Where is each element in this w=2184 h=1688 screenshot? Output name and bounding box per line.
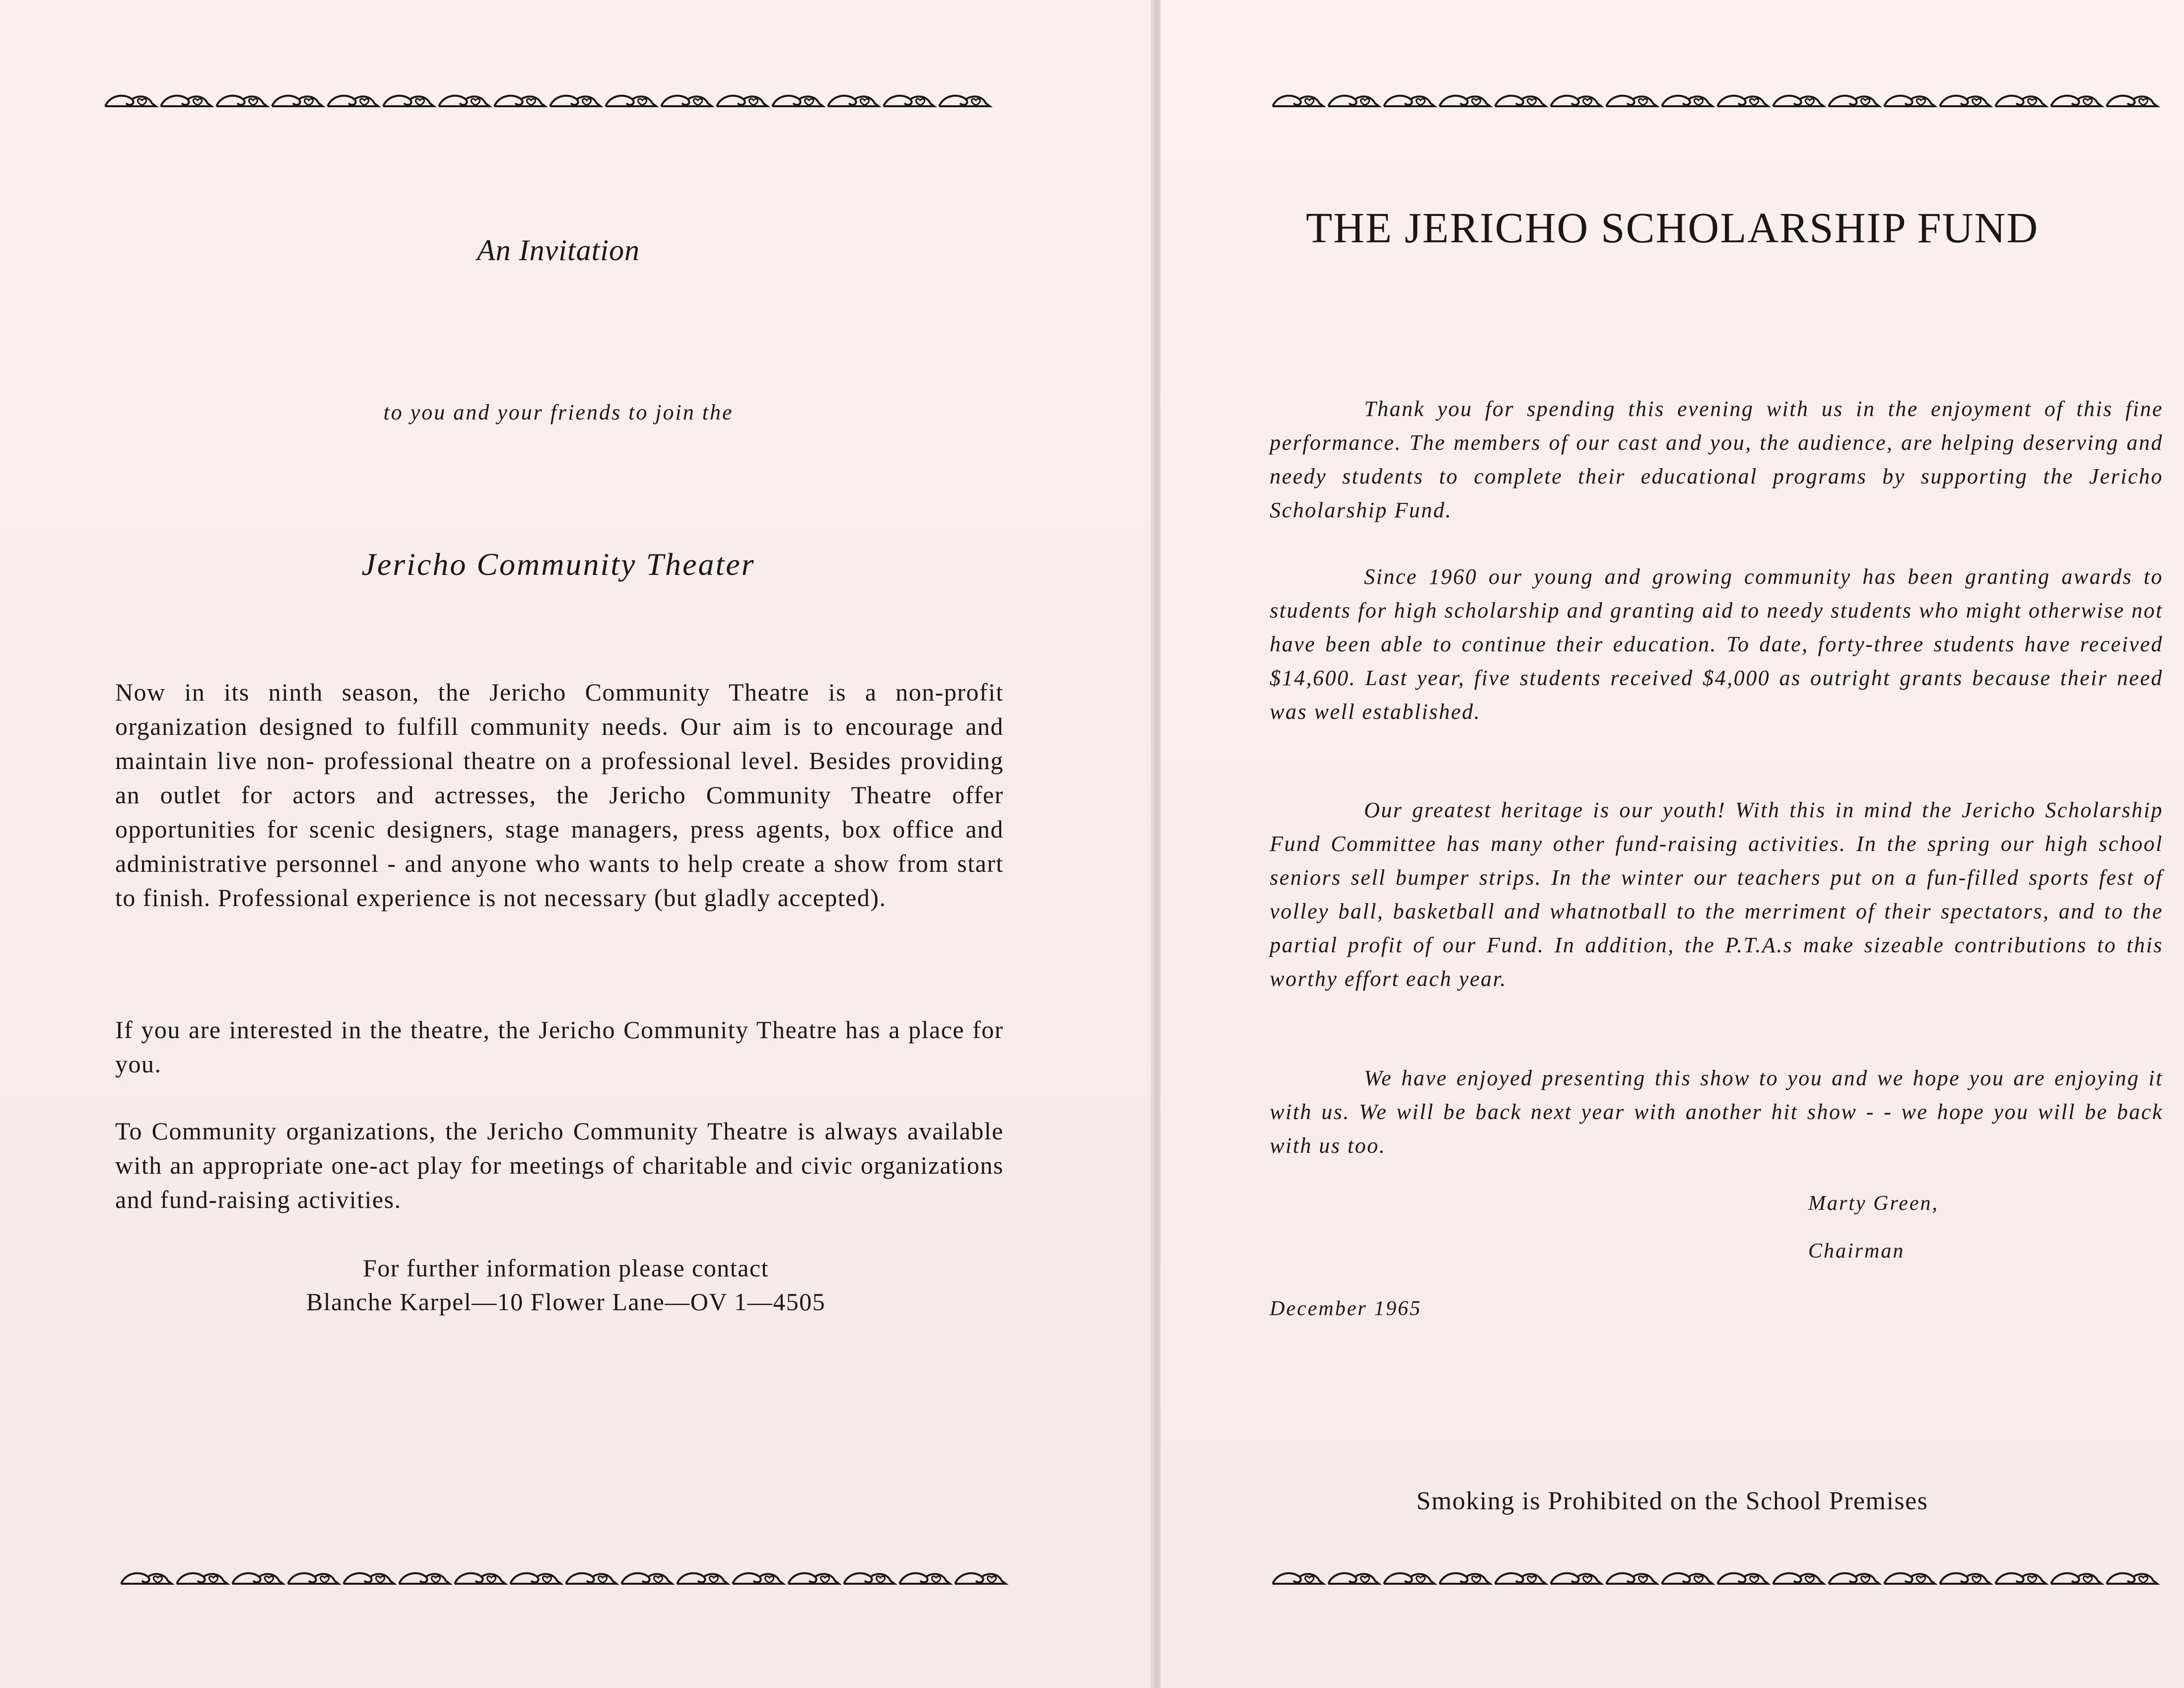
contact-details: Blanche Karpel—10 Flower Lane—OV 1—4505 xyxy=(306,1288,826,1316)
scroll-motif xyxy=(439,96,489,106)
history-paragraph: Since 1960 our young and growing community has been granting awards to students for high scholarship and granting aid to needy students who might otherwise not have been able to continue their education. To date, forty-three students have received $14,600. Last year, five students received $4,000 as outright grants because their need was well established. xyxy=(1270,564,2163,724)
scroll-motif xyxy=(455,1573,505,1584)
signature-title: Chairman xyxy=(1808,1240,1905,1263)
scroll-motif xyxy=(1940,1573,1990,1584)
scroll-motif xyxy=(1328,1573,1379,1584)
scroll-motif xyxy=(2051,96,2102,106)
scroll-motif xyxy=(1717,1573,1768,1584)
right-page xyxy=(1160,0,2184,1688)
scroll-motif xyxy=(1829,1573,1879,1584)
scroll-motif xyxy=(1773,1573,1824,1584)
scroll-motif xyxy=(1606,1573,1657,1584)
scroll-motif xyxy=(899,1573,950,1584)
scroll-motif xyxy=(844,1573,894,1584)
scroll-motif xyxy=(1717,96,1768,106)
intro-paragraph: Now in its ninth season, the Jericho Community Theatre is a non-profit organization designed to fulfill community needs. Our aim is to encourage and maintain live non- professional theatre on a professional level. Besides providing an outlet for actors and actresses, the Jericho Community Theatre offer opportunities for scenic designers, stage managers, press agents, box office and administrative personnel - and anyone who wants to help create a show from start to finish. Professional experience is not necessary (but gladly accepted). xyxy=(115,678,1004,912)
scroll-motif xyxy=(288,1573,339,1584)
ornament-border-top xyxy=(1271,91,2170,111)
scroll-motif xyxy=(105,96,156,106)
scroll-motif xyxy=(1995,96,2046,106)
contact-line: For further information please contact xyxy=(363,1254,769,1282)
scroll-motif xyxy=(939,96,990,106)
scroll-motif xyxy=(884,96,934,106)
scroll-motif xyxy=(1551,1573,1601,1584)
scroll-motif xyxy=(1495,1573,1546,1584)
scroll-motif xyxy=(677,1573,728,1584)
scroll-motif xyxy=(788,1573,839,1584)
scroll-motif xyxy=(606,96,656,106)
scroll-motif xyxy=(343,1573,394,1584)
scroll-motif xyxy=(399,1573,450,1584)
scroll-motif xyxy=(621,1573,672,1584)
scroll-motif xyxy=(733,1573,783,1584)
scroll-motif xyxy=(177,1573,227,1584)
ornament-border-bottom xyxy=(119,1569,1019,1589)
letter-date: December 1965 xyxy=(1270,1297,1422,1320)
scroll-motif xyxy=(2107,1573,2157,1584)
scroll-motif xyxy=(1662,96,1712,106)
scroll-motif xyxy=(550,96,601,106)
scroll-motif xyxy=(494,96,545,106)
page-title: THE JERICHO SCHOLARSHIP FUND xyxy=(1305,204,2039,252)
scroll-motif xyxy=(1273,96,1323,106)
scroll-motif xyxy=(1884,96,1935,106)
thanks-paragraph: Thank you for spending this evening with us in the enjoyment of this fine performance. The members of our cast and you, the audience, are helping deserving and needy students to complete their educational programs by supporting the Jericho Scholarship Fund. xyxy=(1270,397,2163,522)
scroll-motif xyxy=(1439,96,1490,106)
scroll-motif xyxy=(566,1573,616,1584)
scroll-motif xyxy=(1384,96,1434,106)
scroll-motif xyxy=(1773,96,1824,106)
scroll-motif xyxy=(1884,1573,1935,1584)
scroll-motif xyxy=(661,96,712,106)
scroll-motif xyxy=(2107,96,2157,106)
scroll-motif xyxy=(1495,96,1546,106)
scroll-motif xyxy=(1328,96,1379,106)
scroll-motif xyxy=(232,1573,283,1584)
ornament-border-bottom xyxy=(1271,1569,2170,1589)
invitation-heading: An Invitation xyxy=(477,234,640,267)
scroll-motif xyxy=(1606,96,1657,106)
scroll-motif xyxy=(1940,96,1990,106)
interest-paragraph: If you are interested in the theatre, the Jericho Community Theatre has a place for you. xyxy=(115,1016,1004,1078)
scroll-motif xyxy=(1384,1573,1434,1584)
scroll-motif xyxy=(121,1573,172,1584)
organizations-paragraph: To Community organizations, the Jericho Community Theatre is always available with an appropriate one-act play for meetings of charitable and civic organizations and fund-raising activities. xyxy=(115,1117,1004,1213)
activities-paragraph: Our greatest heritage is our youth! With this in mind the Jericho Scholarship Fund Committee has many other fund-raising activities. In the spring our high school seniors sell bumper strips. In the winter our teachers put on a fun-filled sports fest of volley ball, basketball and whatnotball to the merriment of their spectators, and to the partial profit of our Fund. In addition, the P.T.A.s make sizeable contributions to this worthy effort each year. xyxy=(1270,798,2163,991)
theater-name: Jericho Community Theater xyxy=(361,547,755,582)
scroll-motif xyxy=(161,96,211,106)
scroll-motif xyxy=(772,96,823,106)
scroll-motif xyxy=(2051,1573,2102,1584)
scroll-motif xyxy=(216,96,267,106)
scroll-motif xyxy=(1995,1573,2046,1584)
scroll-motif xyxy=(1662,1573,1712,1584)
scroll-motif xyxy=(828,96,879,106)
scroll-motif xyxy=(1829,96,1879,106)
scroll-motif xyxy=(955,1573,1006,1584)
scroll-motif xyxy=(1439,1573,1490,1584)
invitation-subline: to you and your friends to join the xyxy=(383,400,734,424)
scroll-motif xyxy=(1551,96,1601,106)
signature-name: Marty Green, xyxy=(1808,1192,1939,1215)
scroll-motif xyxy=(1273,1573,1323,1584)
scroll-motif xyxy=(328,96,378,106)
scroll-motif xyxy=(510,1573,561,1584)
scroll-motif xyxy=(272,96,323,106)
scroll-motif xyxy=(717,96,767,106)
ornament-border-top xyxy=(103,91,1003,111)
smoking-notice: Smoking is Prohibited on the School Premises xyxy=(1416,1487,1928,1515)
scroll-motif xyxy=(383,96,434,106)
closing-paragraph: We have enjoyed presenting this show to you and we hope you are enjoying it with us. We will be back next year with another hit show - - we hope you will be back with us too. xyxy=(1270,1066,2163,1158)
